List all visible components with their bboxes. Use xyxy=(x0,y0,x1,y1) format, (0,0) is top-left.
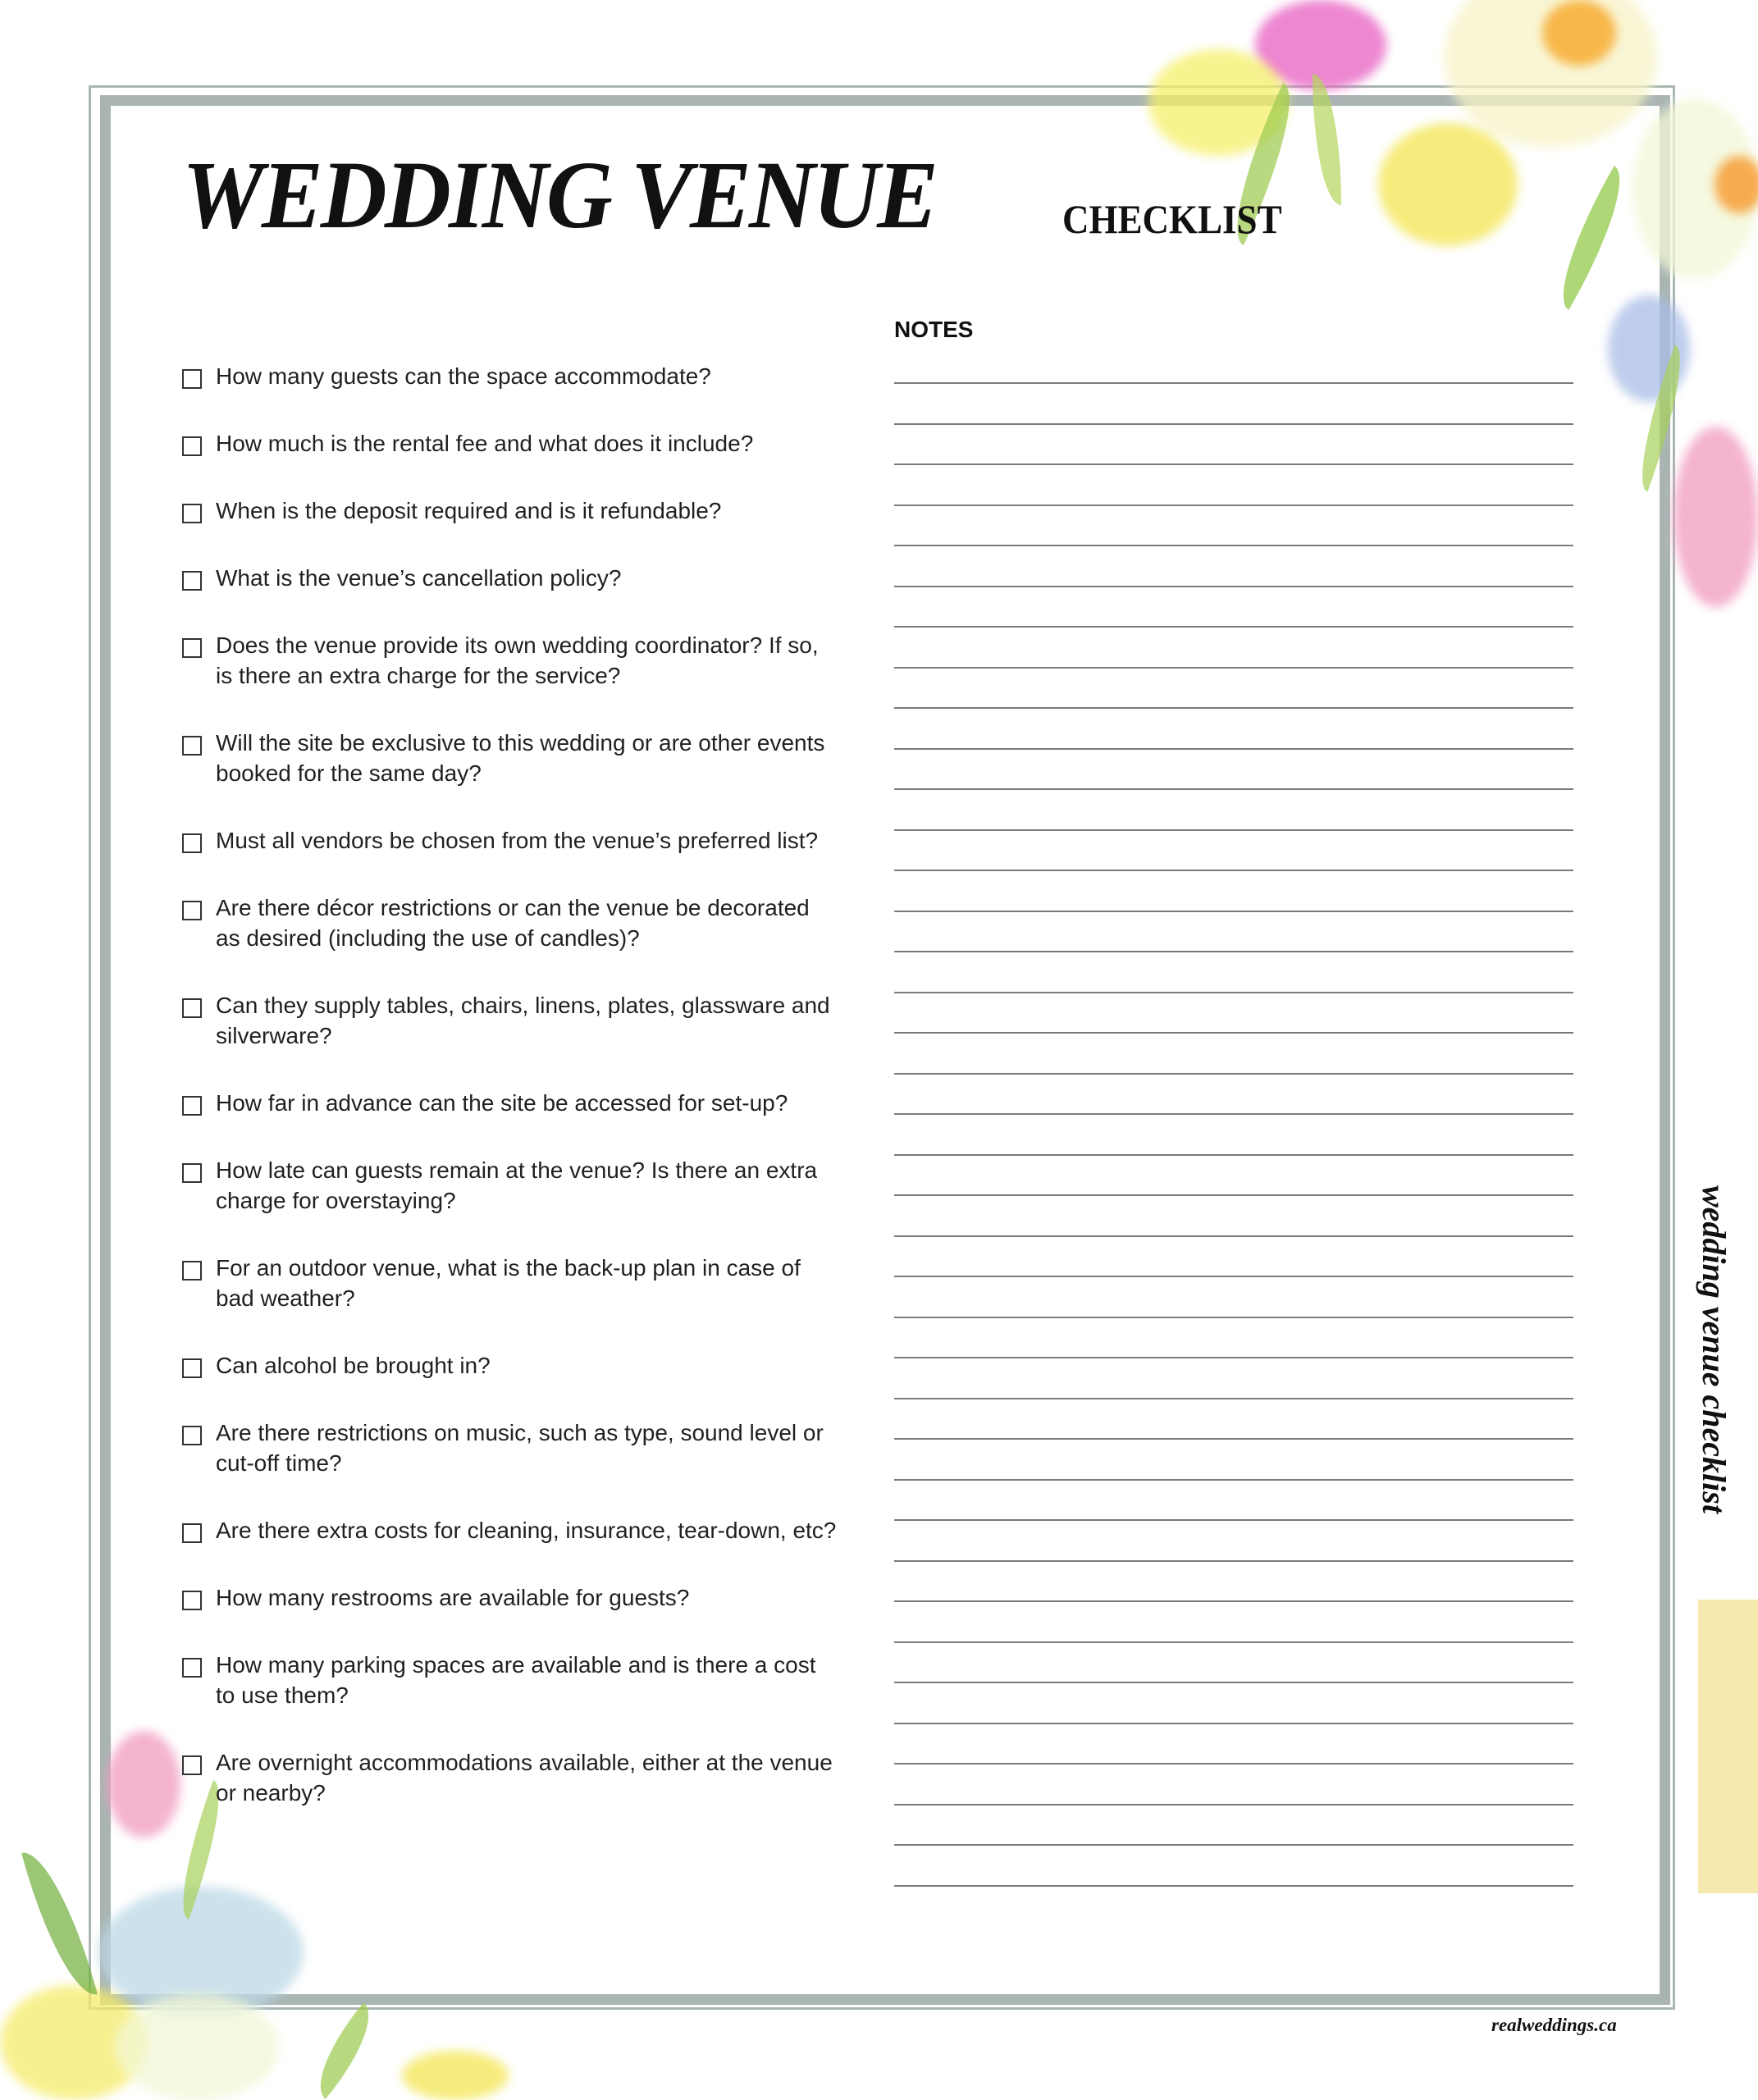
checklist-item xyxy=(182,1350,838,1381)
checklist-item xyxy=(182,1582,838,1613)
note-line[interactable] xyxy=(894,423,1573,464)
note-line[interactable] xyxy=(894,951,1573,992)
page-title: WEDDING VENUE xyxy=(182,141,937,249)
question-text: Are there restrictions on music, such as type, sound level or cut-off time? xyxy=(216,1420,824,1476)
note-line[interactable] xyxy=(894,1357,1573,1398)
question-text: Are there extra costs for cleaning, insurance, tear-down, etc? xyxy=(216,1518,837,1543)
checkbox[interactable] xyxy=(182,1426,202,1445)
question-text: Will the site be exclusive to this wedding or are other events booked for the same day? xyxy=(216,730,825,786)
question-text: How far in advance can the site be accessed for set-up? xyxy=(216,1090,788,1116)
checkbox[interactable] xyxy=(182,901,202,920)
note-line[interactable] xyxy=(894,667,1573,708)
note-line[interactable] xyxy=(894,1276,1573,1317)
question-text: For an outdoor venue, what is the back-up plan in case of bad weather? xyxy=(216,1255,801,1311)
note-line[interactable] xyxy=(894,992,1573,1033)
checklist-item xyxy=(182,495,838,526)
checklist-item xyxy=(182,563,838,593)
checkbox[interactable] xyxy=(182,638,202,658)
note-line[interactable] xyxy=(894,626,1573,667)
note-line[interactable] xyxy=(894,788,1573,829)
checklist-item xyxy=(182,1088,838,1118)
checkbox[interactable] xyxy=(182,833,202,853)
question-text: When is the deposit required and is it refundable? xyxy=(216,498,722,523)
note-line[interactable] xyxy=(894,870,1573,911)
checklist-item xyxy=(182,1747,838,1808)
note-line[interactable] xyxy=(894,1560,1573,1601)
checkbox[interactable] xyxy=(182,1163,202,1183)
checklist-item xyxy=(182,428,838,459)
notes-heading: NOTES xyxy=(894,317,974,342)
note-line[interactable] xyxy=(894,1032,1573,1073)
question-text: How many restrooms are available for guests? xyxy=(216,1585,690,1610)
checkbox[interactable] xyxy=(182,436,202,456)
question-text: Does the venue provide its own wedding coordinator? If so, is there an extra charge for the service? xyxy=(216,632,819,688)
note-line[interactable] xyxy=(894,829,1573,870)
checklist-item xyxy=(182,990,838,1051)
question-text: Can alcohol be brought in? xyxy=(216,1353,491,1378)
note-line[interactable] xyxy=(894,1763,1573,1804)
checkbox[interactable] xyxy=(182,1658,202,1678)
question-text: Are there décor restrictions or can the venue be decorated as desired (including the use of candles)? xyxy=(216,895,810,951)
checkbox[interactable] xyxy=(182,1261,202,1281)
note-line[interactable] xyxy=(894,586,1573,627)
note-line[interactable] xyxy=(894,1317,1573,1358)
checkbox[interactable] xyxy=(182,571,202,591)
note-line[interactable] xyxy=(894,545,1573,586)
checklist-item xyxy=(182,1515,838,1545)
checklist-item xyxy=(182,1253,838,1313)
checklist xyxy=(182,361,838,1845)
note-line[interactable] xyxy=(894,1113,1573,1154)
note-line[interactable] xyxy=(894,1844,1573,1885)
note-line[interactable] xyxy=(894,1194,1573,1235)
checklist-item xyxy=(182,361,838,391)
checklist-item xyxy=(182,1418,838,1478)
question-text: What is the venue’s cancellation policy? xyxy=(216,565,622,591)
checkbox[interactable] xyxy=(182,504,202,523)
side-color-block xyxy=(1698,1600,1758,1893)
checkbox[interactable] xyxy=(182,1755,202,1775)
note-line[interactable] xyxy=(894,1682,1573,1723)
checkbox[interactable] xyxy=(182,369,202,389)
note-line[interactable] xyxy=(894,1600,1573,1641)
note-line[interactable] xyxy=(894,1804,1573,1845)
checklist-item xyxy=(182,1155,838,1216)
note-line[interactable] xyxy=(894,1519,1573,1560)
note-line[interactable] xyxy=(894,504,1573,546)
note-line[interactable] xyxy=(894,911,1573,952)
note-line[interactable] xyxy=(894,1154,1573,1195)
note-line[interactable] xyxy=(894,1073,1573,1114)
note-line[interactable] xyxy=(894,382,1573,423)
checkbox[interactable] xyxy=(182,1096,202,1116)
checklist-item xyxy=(182,1650,838,1710)
checkbox[interactable] xyxy=(182,1358,202,1378)
note-line[interactable] xyxy=(894,707,1573,748)
checkbox[interactable] xyxy=(182,736,202,756)
note-line[interactable] xyxy=(894,748,1573,789)
note-line[interactable] xyxy=(894,1398,1573,1439)
note-line[interactable] xyxy=(894,1235,1573,1276)
question-text: How many parking spaces are available and is there a cost to use them? xyxy=(216,1652,816,1708)
checklist-item xyxy=(182,728,838,788)
note-line[interactable] xyxy=(894,1479,1573,1520)
note-line[interactable] xyxy=(894,1723,1573,1764)
notes-lines[interactable] xyxy=(894,382,1573,1925)
checkbox[interactable] xyxy=(182,1523,202,1543)
question-text: Must all vendors be chosen from the venue’s preferred list? xyxy=(216,828,819,853)
checklist-item xyxy=(182,630,838,691)
question-text: How much is the rental fee and what does it include? xyxy=(216,431,754,456)
note-line[interactable] xyxy=(894,463,1573,504)
note-line[interactable] xyxy=(894,1641,1573,1682)
page-subtitle: CHECKLIST xyxy=(1062,196,1282,242)
note-line[interactable] xyxy=(894,1885,1573,1926)
question-text: Can they supply tables, chairs, linens, plates, glassware and silverware? xyxy=(216,993,830,1048)
question-text: How late can guests remain at the venue? Is there an extra charge for overstaying? xyxy=(216,1157,818,1213)
checklist-item xyxy=(182,825,838,856)
checklist-item xyxy=(182,892,838,953)
website-footer: realweddings.ca xyxy=(1491,2015,1617,2035)
question-text: How many guests can the space accommodate? xyxy=(216,363,711,389)
note-line[interactable] xyxy=(894,1438,1573,1479)
checkbox[interactable] xyxy=(182,998,202,1018)
checkbox[interactable] xyxy=(182,1591,202,1610)
side-title: wedding venue checklist xyxy=(1696,1185,1733,1513)
question-text: Are overnight accommodations available, either at the venue or nearby? xyxy=(216,1750,833,1806)
